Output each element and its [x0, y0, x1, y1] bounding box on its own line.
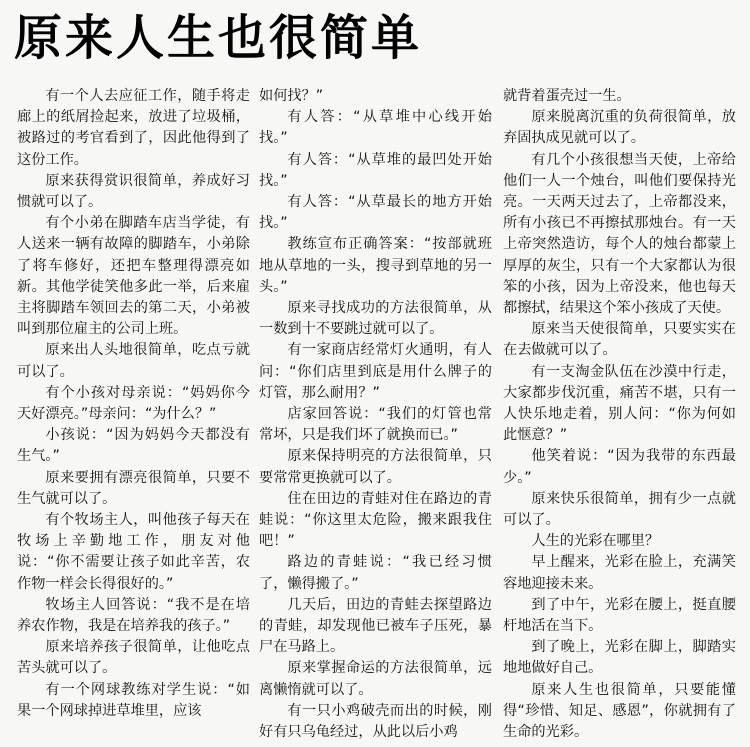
paragraph: 有人答：“从草堆的最凹处开始找。” [259, 151, 492, 189]
paragraph: 原来当天使很简单，只要实实在在去做就可以了。 [503, 321, 736, 359]
paragraph: 有个小孩对母亲说：“妈妈你今天好漂亮。”母亲问：“为什么？” [17, 384, 250, 423]
paragraph: 有几个小孩很想当天使，上帝给他们一人一个烛台，叫他们要保持光亮。一天两天过去了，上帝都没来，所有小孩已不再擦拭那烛台。有一天上帝突然造访，每个人的烛台都蒙上厚厚的灰尘，只有一个大家都认为很笨的小孩，因为上帝没来，他也每天都擦拭，结果这个笨小孩成了天使。 [503, 151, 736, 317]
paragraph: 住在田边的青蛙对住在路边的青蛙说：“你这里太危险，搬来跟我住吧！” [259, 490, 492, 550]
paragraph: 原来获得赏识很简单，养成好习惯就可以了。 [17, 172, 250, 211]
paragraph: 原来快乐很简单，拥有少一点就可以了。 [503, 490, 736, 529]
paragraph: 原来出人头地很简单，吃点亏就可以了。 [17, 342, 250, 380]
paragraph: 原来脱离沉重的负荷很简单，放弃固执成见就可以了。 [503, 109, 736, 147]
paragraph: 原来保持明亮的方法很简单，只要常常更换就可以了。 [259, 448, 492, 486]
paragraph: 人生的光彩在哪里？ [531, 533, 660, 550]
paragraph: 原来掌握命运的方法很简单，远离懒惰就可以了。 [259, 660, 492, 698]
article-column-1 [17, 86, 250, 722]
paragraph: 牧场主人回答说：“我不是在培养农作物，我是在培养我的孩子。” [17, 596, 250, 635]
article-title: 原来人生也很简单 [14, 10, 423, 66]
paragraph: 有人答：“从草堆中心线开始找。” [259, 109, 492, 147]
paragraph: 早上醒来，光彩在脸上，充满笑容地迎接未来。 [503, 554, 736, 592]
paragraph: 原来人生也很简单，只要能懂得“珍惜、知足、感恩”，你就拥有了生命的光彩。 [503, 681, 736, 741]
paragraph: 有一家商店经常灯火通明，有人问：“你们店里到底是用什么牌子的灯管，那么耐用？” [259, 342, 492, 401]
paragraph: 有一只小鸡破壳而出的时候，刚好有只乌龟经过，从此以后小鸡 [259, 702, 492, 741]
paragraph: 到了晚上，光彩在脚上，脚踏实地地做好自己。 [503, 639, 736, 677]
paragraph: 有个小弟在脚踏车店当学徒，有人送来一辆有故障的脚踏车，小弟除了将车修好，还把车整理得漂亮如新。其他学徒笑他多此一举，后来雇主将脚踏车领回去的第二天，小弟被叫到那位雇主的公司上班。 [17, 215, 250, 338]
article-column-2 [259, 86, 492, 743]
paragraph: 几天后，田边的青蛙去探望路边的青蛙，却发现他已被车子压死，暴尸在马路上。 [259, 596, 492, 656]
paragraph: 原来培养孩子很简单，让他吃点苦头就可以了。 [17, 639, 250, 677]
paragraph: 有一个人去应征工作，随手将走廊上的纸屑捡起来，放进了垃圾桶，被路过的考官看到了，因此他得到了这份工作。 [17, 88, 250, 168]
paragraph: 有个牧场主人，叫他孩子每天在牧场上辛勤地工作，朋友对他说：“你不需要让孩子如此辛苦，农作物一样会长得很好的。” [17, 512, 250, 592]
paragraph: 店家回答说：“我们的灯管也常常坏，只是我们坏了就换而已。” [259, 406, 492, 444]
paragraph: 路边的青蛙说：“我已经习惯了，懒得搬了。” [259, 554, 492, 592]
paragraph: 他笑着说：“因为我带的东西最少。” [503, 448, 736, 486]
paragraph-continuation: 如何找？” [259, 88, 324, 104]
paragraph: 原来要拥有漂亮很简单，只要不生气就可以了。 [17, 469, 250, 507]
paragraph: 有人答：“从草最长的地方开始找。” [259, 194, 492, 232]
paragraph: 原来寻找成功的方法很简单，从一数到十不要跳过就可以了。 [259, 300, 492, 338]
paragraph: 教练宣布正确答案：“按部就班地从草地的一头，搜寻到草地的另一头。” [259, 236, 492, 295]
paragraph: 有一个网球教练对学生说：“如果一个网球掉进草堆里，应该 [17, 681, 250, 719]
paragraph: 到了中午，光彩在腰上，挺直腰杆地活在当下。 [503, 596, 736, 635]
paragraph: 有一支淘金队伍在沙漠中行走，大家都步伐沉重，痛苦不堪，只有一人快乐地走着，别人问：“你为何如此惬意？” [503, 363, 736, 444]
paragraph: 小孩说：“因为妈妈今天都没有生气。” [17, 427, 250, 465]
article-column-3 [503, 86, 736, 743]
paragraph-continuation: 就背着蛋壳过一生。 [503, 88, 631, 104]
